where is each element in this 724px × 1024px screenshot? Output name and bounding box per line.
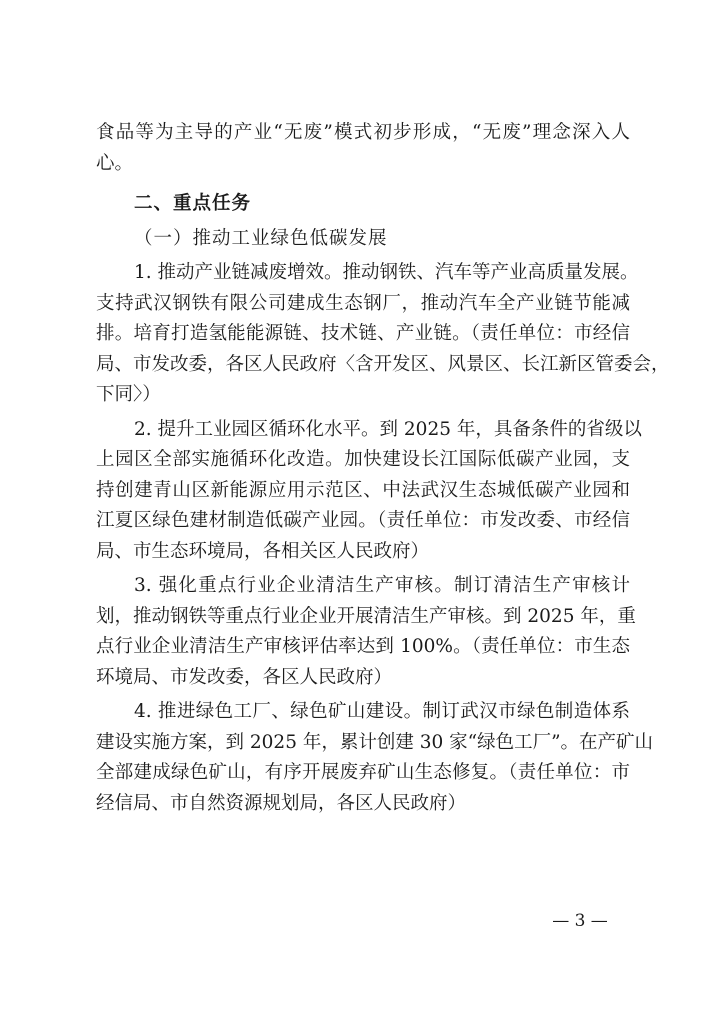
paragraph-line: 心。	[96, 152, 134, 174]
paragraph-line: 上园区全部实施循环化改造。加快建设长江国际低碳产业园，支	[96, 449, 630, 470]
page-number: — 3 —	[552, 911, 608, 931]
paragraph-line: 1. 推动产业链减废增效。推动钢铁、汽车等产业高质量发展。	[134, 262, 639, 283]
paragraph-line: 下同〉）	[96, 384, 161, 405]
paragraph-line: 排。培育打造氢能能源链、技术链、产业链。（责任单位：市经信	[96, 323, 630, 344]
document-body	[96, 118, 670, 819]
paragraph-line: 江夏区绿色建材制造低碳产业园。（责任单位：市发改委、市经信	[96, 510, 630, 531]
task-item-4	[96, 697, 654, 819]
paragraph-line: 经信局、市自然资源规划局，各区人民政府）	[96, 792, 467, 814]
section-heading: 二、重点任务	[134, 193, 252, 214]
task-item-1	[96, 258, 670, 411]
task-item-3	[96, 571, 636, 693]
intro-paragraph	[96, 118, 630, 179]
paragraph-line: 支持武汉钢铁有限公司建成生态钢厂，推动汽车全产业链节能减	[96, 292, 630, 314]
paragraph-line: 3. 强化重点行业企业清洁生产审核。制订清洁生产审核计	[134, 575, 630, 596]
paragraph-line: 2. 提升工业园区循环化水平。到 2025 年，具备条件的省级以	[134, 418, 642, 440]
paragraph-line: 划，推动钢铁等重点行业企业开展清洁生产审核。到 2025 年，重	[96, 605, 636, 627]
paragraph-line: 点行业企业清洁生产审核评估率达到 100%。（责任单位：市生态	[96, 636, 630, 657]
paragraph-line: 食品等为主导的产业“无废”模式初步形成，“无废”理念深入人	[96, 122, 630, 143]
paragraph-line: 局、市生态环境局，各相关区人民政府）	[96, 540, 430, 562]
paragraph-line: 局、市发改委，各区人民政府〈含开发区、风景区、长江新区管委会，	[96, 353, 670, 375]
paragraph-line: 全部建成绿色矿山，有序开展废弃矿山生态修复。（责任单位：市	[96, 762, 630, 783]
subsection-heading: （一）推动工业绿色低碳发展	[134, 227, 388, 249]
task-item-2	[96, 415, 642, 568]
paragraph-line: 建设实施方案，到 2025 年，累计创建 30 家“绿色工厂”。在产矿山	[96, 731, 654, 753]
paragraph-line: 4. 推进绿色工厂、绿色矿山建设。制订武汉市绿色制造体系	[134, 701, 630, 722]
paragraph-line: 持创建青山区新能源应用示范区、中法武汉生态城低碳产业园和	[96, 479, 630, 501]
paragraph-line: 环境局、市发改委，各区人民政府）	[96, 666, 393, 688]
